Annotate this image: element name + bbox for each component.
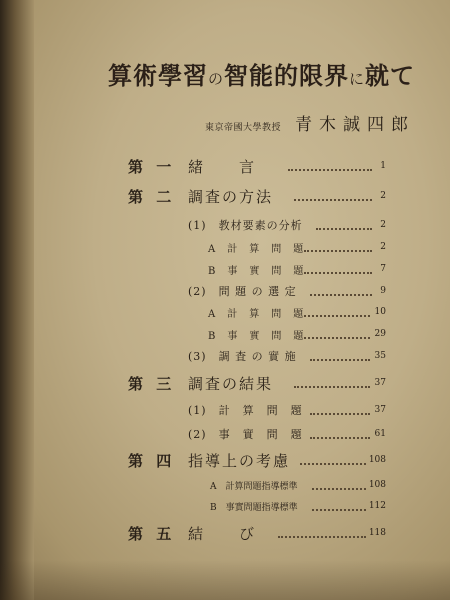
subsection-title: A 計 算 問 題 xyxy=(208,243,305,255)
page-number: 108 xyxy=(368,455,386,465)
title-part-2: 智能的限界 xyxy=(224,61,350,90)
toc-chapter-3 xyxy=(0,373,450,393)
page-number: 37 xyxy=(374,405,386,415)
leader-dots xyxy=(304,272,372,274)
leader-dots xyxy=(304,337,370,339)
page-number: 108 xyxy=(368,480,386,490)
subsection-title: A 計 算 問 題 xyxy=(208,308,305,320)
toc-subsection xyxy=(0,475,450,495)
leader-dots xyxy=(312,488,366,490)
page-number: 2 xyxy=(380,220,386,230)
toc-section xyxy=(0,424,450,444)
title-part-1: 算術學習 xyxy=(108,61,208,90)
toc-subsection xyxy=(0,237,450,257)
page-number: 29 xyxy=(374,329,386,339)
leader-dots xyxy=(316,228,372,230)
chapter-number: 第 二 xyxy=(128,187,176,206)
toc-section xyxy=(0,346,450,366)
chapter-title: 調査の結果 xyxy=(188,374,274,393)
section-title: (2) 事 實 問 題 xyxy=(188,428,303,441)
chapter-title: 結 び xyxy=(188,524,257,543)
toc-section xyxy=(0,400,450,420)
section-title: (3) 調 査 の 實 施 xyxy=(188,350,297,363)
leader-dots xyxy=(294,199,372,201)
title-particle-no: の xyxy=(208,70,225,88)
section-title: (1) 教材要素の分析 xyxy=(188,219,303,232)
author-affiliation: 東京帝國大學教授 xyxy=(205,123,282,133)
page-bottom-shadow xyxy=(0,560,450,600)
page-number: 37 xyxy=(374,378,386,388)
chapter-number: 第 四 xyxy=(128,451,176,470)
page-number: 112 xyxy=(368,501,386,511)
page-number: 2 xyxy=(380,191,386,201)
leader-dots xyxy=(294,386,370,388)
toc-chapter-2 xyxy=(0,186,450,206)
chapter-number: 第 一 xyxy=(128,157,176,176)
section-title: (1) 計 算 問 題 xyxy=(188,404,303,417)
leader-dots xyxy=(310,437,370,439)
leader-dots xyxy=(288,169,372,171)
subsection-title: B 事 實 問 題 xyxy=(208,265,305,277)
toc-subsection xyxy=(0,324,450,344)
toc-section xyxy=(0,281,450,301)
leader-dots xyxy=(278,536,366,538)
toc-section xyxy=(0,215,450,235)
chapter-number: 第 三 xyxy=(128,374,176,393)
leader-dots xyxy=(304,315,370,317)
title-particle-ni: に xyxy=(349,70,366,88)
page-number: 7 xyxy=(380,264,386,274)
page-number: 118 xyxy=(368,528,386,538)
toc-subsection xyxy=(0,259,450,279)
page-number: 35 xyxy=(374,351,386,361)
chapter-title: 調査の方法 xyxy=(188,187,274,206)
subsection-title: B 事 實 問 題 xyxy=(208,330,305,342)
page-number: 10 xyxy=(374,307,386,317)
section-title: (2) 問 題 の 選 定 xyxy=(188,285,297,298)
toc-chapter-5 xyxy=(0,523,450,543)
subsection-title: B 事實問題指導標準 xyxy=(210,502,298,513)
page-number: 1 xyxy=(380,161,386,171)
toc-chapter-4 xyxy=(0,450,450,470)
leader-dots xyxy=(304,250,372,252)
toc-subsection xyxy=(0,302,450,322)
toc-chapter-1 xyxy=(0,156,450,176)
subsection-title: A 計算問題指導標準 xyxy=(210,481,298,492)
page-number: 61 xyxy=(374,429,386,439)
leader-dots xyxy=(310,413,370,415)
page-number: 9 xyxy=(380,286,386,296)
leader-dots xyxy=(300,463,366,465)
chapter-title: 指導上の考慮 xyxy=(188,451,291,470)
leader-dots xyxy=(310,294,372,296)
leader-dots xyxy=(310,359,370,361)
title-part-3: 就て xyxy=(365,61,416,90)
chapter-number: 第 五 xyxy=(128,524,176,543)
chapter-title: 緒 言 xyxy=(188,157,257,176)
toc-subsection xyxy=(0,496,450,516)
leader-dots xyxy=(312,509,366,511)
page-number: 2 xyxy=(380,242,386,252)
author-name: 青木誠四郎 xyxy=(295,115,416,135)
